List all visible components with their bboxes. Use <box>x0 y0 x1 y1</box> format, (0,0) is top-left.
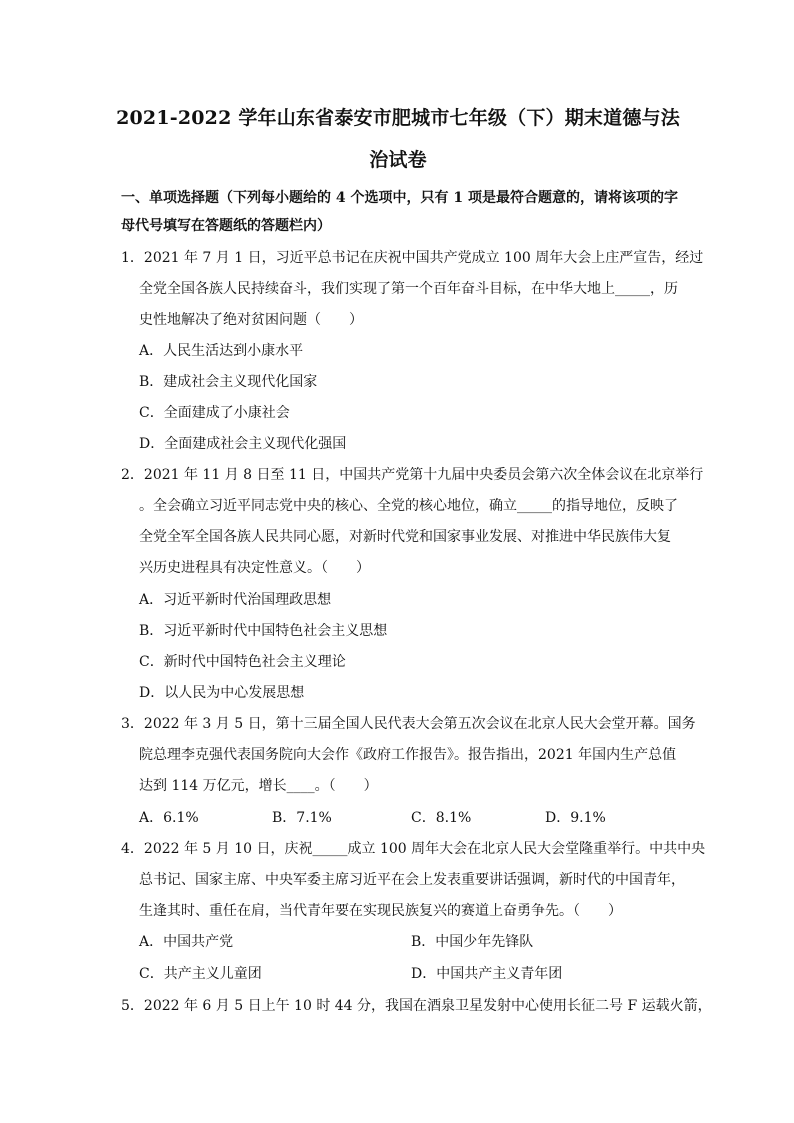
section-heading-line-2: 母代号填写在答题纸的答题栏内） <box>121 218 331 234</box>
question-2-option-b: B．习近平新时代中国特色社会主义思想 <box>139 623 388 639</box>
section-heading-line-1: 一、单项选择题（下列每小题给的 4 个选项中，只有 1 项是最符合题意的，请将该项的字 <box>121 190 678 206</box>
question-2-line-4: 兴历史进程具有决定性意义。（ ） <box>139 560 370 576</box>
question-3-line-1: 3．2022 年 3 月 5 日，第十三届全国人民代表大会第五次会议在北京人民大会堂开幕。国务 <box>121 716 696 732</box>
question-4-option-c: C．共产主义儿童团 <box>139 966 262 982</box>
question-2-line-1: 2．2021 年 11 月 8 日至 11 日，中国共产党第十九届中央委员会第六次全体会议在北京举行 <box>121 467 704 483</box>
question-1-line-2: 全党全国各族人民持续奋斗，我们实现了第一个百年奋斗目标，在中华大地上_____，历 <box>139 281 678 297</box>
exam-title-line-2: 治试卷 <box>369 149 427 171</box>
question-3-line-3: 达到 114 万亿元，增长____。（ ） <box>139 778 378 794</box>
question-4-option-b: B．中国少年先锋队 <box>411 934 534 950</box>
question-1-line-1: 1．2021 年 7 月 1 日，习近平总书记在庆祝中国共产党成立 100 周年大会上庄严宣告，经过 <box>121 250 704 266</box>
question-2-line-3: 全党全军全国各族人民共同心愿，对新时代党和国家事业发展、对推进中华民族伟大复 <box>139 529 671 545</box>
question-1-option-b: B．建成社会主义现代化国家 <box>139 374 318 390</box>
exam-title-line-1: 2021-2022 学年山东省泰安市肥城市七年级（下）期末道德与法 <box>116 107 680 129</box>
question-3-option-c: C．8.1% <box>411 810 472 826</box>
question-2-line-2: 。全会确立习近平同志党中央的核心、全党的核心地位，确立_____的指导地位，反映了 <box>139 498 678 514</box>
question-5-line-1: 5．2022 年 6 月 5 日上午 10 时 44 分，我国在酒泉卫星发射中心使用长征二号 F 运载火箭， <box>121 998 712 1014</box>
question-2-option-d: D．以人民为中心发展思想 <box>139 685 305 701</box>
question-2-option-a: A．习近平新时代治国理政思想 <box>139 592 332 608</box>
question-4-line-3: 生逢其时、重任在肩，当代青年要在实现民族复兴的赛道上奋勇争先。（ ） <box>139 903 622 919</box>
question-3-option-b: B．7.1% <box>272 810 332 826</box>
question-1-option-d: D．全面建成社会主义现代化强国 <box>139 436 347 452</box>
question-3-option-a: A．6.1% <box>139 810 199 826</box>
question-3-option-d: D．9.1% <box>545 810 606 826</box>
question-2-option-c: C．新时代中国特色社会主义理论 <box>139 654 346 670</box>
question-4-line-1: 4．2022 年 5 月 10 日，庆祝_____成立 100 周年大会在北京人民大会堂隆重举行。中共中央 <box>121 841 706 857</box>
question-3-line-2: 院总理李克强代表国务院向大会作《政府工作报告》。报告指出，2021 年国内生产总值 <box>139 747 677 763</box>
question-4-option-d: D．中国共产主义青年团 <box>411 966 563 982</box>
question-1-line-3: 史性地解决了绝对贫困问题（ ） <box>139 312 363 328</box>
question-4-option-a: A．中国共产党 <box>139 934 234 950</box>
question-1-option-a: A．人民生活达到小康水平 <box>139 343 304 359</box>
question-4-line-2: 总书记、国家主席、中央军委主席习近平在会上发表重要讲话强调，新时代的中国青年， <box>139 872 685 888</box>
question-1-option-c: C．全面建成了小康社会 <box>139 405 290 421</box>
